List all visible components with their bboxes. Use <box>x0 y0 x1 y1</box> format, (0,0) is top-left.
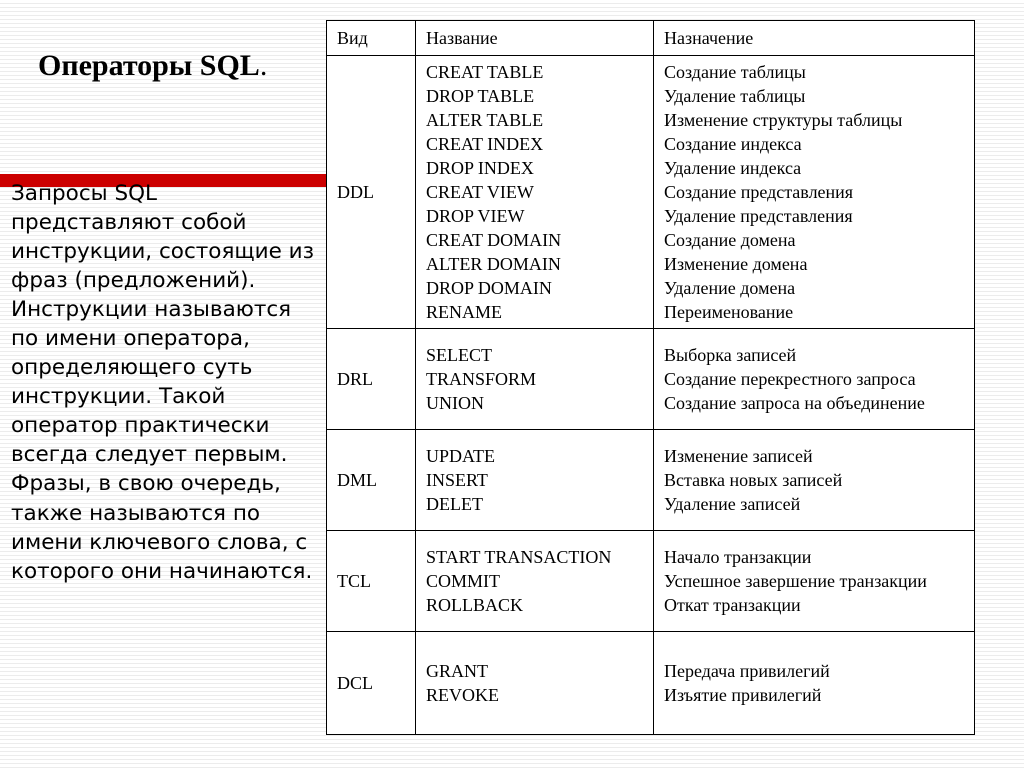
table-body <box>327 56 975 735</box>
operator-name: CREAT VIEW <box>426 182 534 202</box>
operator-purpose: Изъятие привилегий <box>664 685 822 705</box>
sql-operators-table-container <box>326 20 974 732</box>
operator-name: DROP VIEW <box>426 206 525 226</box>
operator-name: CREAT TABLE <box>426 62 544 82</box>
operator-purpose: Создание домена <box>664 230 796 250</box>
operator-name: START TRANSACTION <box>426 547 612 567</box>
operator-name: INSERT <box>426 470 488 490</box>
operator-name: ALTER TABLE <box>426 110 544 130</box>
operator-purpose: Создание перекрестного запроса <box>664 369 916 389</box>
operator-purpose: Изменение структуры таблицы <box>664 110 903 130</box>
row-purposes <box>654 632 975 735</box>
operator-name: DROP DOMAIN <box>426 278 552 298</box>
operator-purpose: Изменение домена <box>664 254 808 274</box>
operator-name: CREAT INDEX <box>426 134 544 154</box>
sql-operators-table <box>326 20 975 735</box>
row-kind: TCL <box>327 531 416 632</box>
table-row-dcl <box>327 632 975 735</box>
row-purposes <box>654 430 975 531</box>
header-name: Название <box>416 21 654 56</box>
header-purpose: Назначение <box>654 21 975 56</box>
row-purposes <box>654 329 975 430</box>
row-names <box>416 632 654 735</box>
operator-name: REVOKE <box>426 685 499 705</box>
operator-purpose: Откат транзакции <box>664 595 801 615</box>
row-names <box>416 430 654 531</box>
operator-name: TRANSFORM <box>426 369 537 389</box>
header-kind: Вид <box>327 21 416 56</box>
operator-purpose: Передача привилегий <box>664 661 830 681</box>
operator-purpose: Изменение записей <box>664 446 813 466</box>
row-purposes <box>654 56 975 329</box>
operator-purpose: Выборка записей <box>664 345 797 365</box>
slide-title-period: . <box>259 49 268 82</box>
table-header-row <box>327 21 975 56</box>
operator-purpose: Создание представления <box>664 182 854 202</box>
operator-purpose: Создание индекса <box>664 134 802 154</box>
operator-purpose: Удаление записей <box>664 494 801 514</box>
row-kind: DML <box>327 430 416 531</box>
operator-name: DROP TABLE <box>426 86 535 106</box>
operator-purpose: Удаление домена <box>664 278 796 298</box>
operator-purpose: Переименование <box>664 302 794 322</box>
operator-purpose: Создание запроса на объединение <box>664 393 925 413</box>
operator-name: UPDATE <box>426 446 496 466</box>
row-purposes <box>654 531 975 632</box>
table-row-drl <box>327 329 975 430</box>
operator-name: UNION <box>426 393 484 413</box>
row-kind: DDL <box>327 56 416 329</box>
operator-purpose: Создание таблицы <box>664 62 806 82</box>
operator-name: GRANT <box>426 661 488 681</box>
row-names <box>416 531 654 632</box>
table-row-tcl <box>327 531 975 632</box>
operator-name: RENAME <box>426 302 502 322</box>
table-row-ddl <box>327 56 975 329</box>
row-names <box>416 56 654 329</box>
operator-purpose: Удаление индекса <box>664 158 802 178</box>
operator-purpose: Удаление представления <box>664 206 853 226</box>
operator-name: DROP INDEX <box>426 158 534 178</box>
operator-name: ALTER DOMAIN <box>426 254 561 274</box>
table-row-dml <box>327 430 975 531</box>
row-kind: DCL <box>327 632 416 735</box>
row-names <box>416 329 654 430</box>
slide-title <box>38 46 267 86</box>
operator-purpose: Успешное завершение транзакции <box>664 571 927 591</box>
operator-purpose: Удаление таблицы <box>664 86 806 106</box>
row-kind: DRL <box>327 329 416 430</box>
slide-title-text: Операторы SQL <box>38 49 260 82</box>
slide-body-text: Запросы SQL представляют собой инструкции, состоящие из фраз (предложений). Инструкции называются по имени оператора, определяющего суть инструкции. Такой оператор практически всегда следует первым. Фразы, в свою очередь, также называются по имени ключевого слова, с которого они начинаются. <box>11 181 315 584</box>
operator-purpose: Начало транзакции <box>664 547 812 567</box>
operator-name: COMMIT <box>426 571 501 591</box>
operator-name: ROLLBACK <box>426 595 524 615</box>
operator-purpose: Вставка новых записей <box>664 470 843 490</box>
operator-name: SELECT <box>426 345 492 365</box>
operator-name: DELET <box>426 494 483 514</box>
operator-name: CREAT DOMAIN <box>426 230 562 250</box>
